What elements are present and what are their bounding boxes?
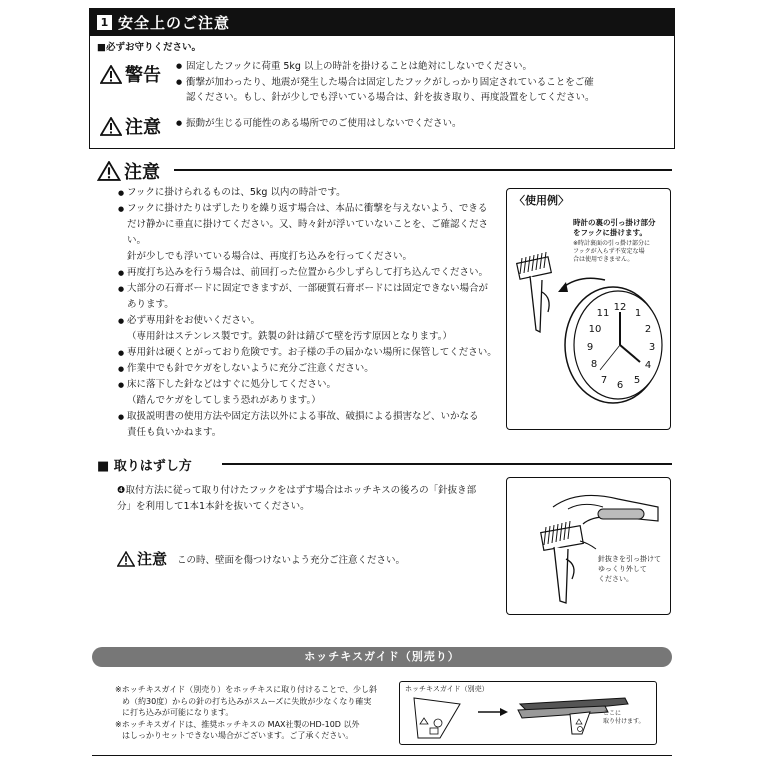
- removal-illustration: [508, 479, 668, 611]
- list-item: （専用針はステンレス製です。鉄製の針は錆びて壁を汚す原因となります。）: [127, 331, 453, 342]
- usage-note-bold: 時計の裏の引っ掛け部分 をフックに掛けます。: [573, 218, 656, 237]
- list-item: ● 専用針は硬くとがっており危険です。お子様の手の届かない場所に保管してください。: [118, 347, 497, 358]
- svg-text:11: 11: [596, 308, 610, 319]
- svg-text:12: 12: [613, 302, 627, 313]
- svg-text:1: 1: [634, 308, 642, 319]
- removal-rule: [222, 463, 672, 465]
- caution-label: 注意: [125, 117, 161, 138]
- heading-rule: [174, 169, 672, 171]
- svg-text:6: 6: [616, 380, 624, 391]
- list-item: ● 取扱説明書の使用方法や固定方法以外による事故、破損による損害など、いかなる: [118, 411, 479, 422]
- usage-note-small: ※時計裏面の引っ掛け部分に フックが入らず不安定な場 合は使用できません。: [573, 240, 651, 263]
- list-item: 責任も負いかねます。: [127, 427, 222, 438]
- list-item: ● 大部分の石膏ボードに固定できますが、一部硬質石膏ボードには固定できない場合が: [118, 283, 489, 294]
- svg-text:3: 3: [648, 342, 656, 353]
- list-item: ● 床に落下した針などはすぐに処分してください。: [118, 379, 337, 390]
- list-item: あります。: [127, 299, 174, 310]
- must-keep-text: ■必ずお守りください。: [97, 42, 201, 53]
- hook-icon: [517, 252, 552, 332]
- list-item: だけ静かに垂直に掛けてください。又、時々針が浮いていないことを、ご確認ください。: [127, 219, 489, 246]
- removal-caution: [117, 548, 405, 569]
- list-item: 針が少しでも浮いている場合は、再度打ち込みを行ってください。: [127, 251, 413, 262]
- usage-example-title: 〈使用例〉: [514, 194, 569, 207]
- caution-list: [118, 185, 503, 441]
- caution-label-group: [100, 113, 161, 139]
- section-header: [89, 8, 675, 36]
- section-number: 1: [97, 15, 112, 30]
- svg-text:5: 5: [633, 375, 641, 386]
- warning-item: ● 固定したフックに荷重 5kg 以上の時計を掛けることは絶対にしないでください。: [176, 61, 532, 72]
- svg-text:7: 7: [600, 375, 608, 386]
- warning-item: 認ください。もし、針が少しでも浮いている場合は、針を抜き取り、再度設置をしてください。: [186, 92, 595, 103]
- svg-text:9: 9: [586, 342, 594, 353]
- svg-text:2: 2: [644, 324, 652, 335]
- caution-item: ● 振動が生じる可能性のある場所でのご使用はしないでください。: [176, 118, 462, 129]
- caution-triangle-icon: [100, 117, 122, 136]
- list-item: ● 必ず専用針をお使いください。: [118, 315, 261, 326]
- warning-label-group: [100, 61, 161, 87]
- list-item: ● フックに掛けられるものは、5kg 以内の時計です。: [118, 187, 346, 198]
- clock-icon: [565, 287, 662, 403]
- caution-triangle-icon: [97, 161, 121, 181]
- clock-hook-illustration: [510, 240, 668, 426]
- guide-text: ※ホッチキスガイド（別売り）をホッチキスに取り付けることで、少し斜 め（約30度）からの針の打ち込みがスムーズに失敗が少なくなり確実 に打ち込みが可能になります。 ※ホッチキスガイドは、推奨ホッチキスの MAX社製のHD-10D 以外 はしっかりセットできない場合がございます。ご了承ください。: [115, 685, 377, 740]
- list-item: ● 作業中でも針でケガをしないように充分ご注意ください。: [118, 363, 374, 374]
- list-item: ● 再度打ち込みを行う場合は、前回打った位置から少しずらして打ち込んでください。: [118, 267, 489, 278]
- caution-heading: [97, 158, 160, 184]
- list-item: （踏んでケガをしてしまう恐れがあります。）: [127, 395, 321, 406]
- removal-caution-text: この時、壁面を傷つけないよう充分ご注意ください。: [177, 554, 406, 566]
- section-title: 安全上のご注意: [118, 13, 231, 32]
- list-item: ● フックに掛けたりはずしたりを繰り返す場合は、本品に衝撃を与えないよう、できる: [118, 203, 488, 214]
- warning-item: ● 衝撃が加わったり、地震が発生した場合は固定したフックがしっかり固定されていることをご確: [176, 76, 594, 88]
- removal-illus-note: 針抜きを引っ掛けて ゆっくり外して ください。: [598, 555, 661, 583]
- guide-box-note: ここに 取り付けます。: [603, 710, 645, 725]
- svg-text:10: 10: [588, 324, 602, 335]
- caution-heading-label: 注意: [124, 162, 160, 183]
- removal-caution-label: 注意: [137, 550, 168, 568]
- removal-title: ■ 取りはずし方: [97, 459, 192, 474]
- removal-step: ❹取付方法に従って取り付けたフックをはずす場合はホッチキスの後ろの「針抜き部 分」を利用して1本1本針を抜いてください。: [117, 485, 477, 512]
- bottom-rule: [92, 755, 672, 756]
- guide-box-title: ホッチキスガイド（別売）: [405, 685, 489, 693]
- caution-triangle-icon: [117, 551, 135, 567]
- warning-list: [176, 59, 671, 106]
- warning-label: 警告: [125, 65, 161, 86]
- svg-text:8: 8: [590, 359, 598, 370]
- guide-title-bar: ホッチキスガイド（別売り）: [92, 647, 672, 667]
- svg-text:4: 4: [644, 360, 652, 371]
- warning-triangle-icon: [100, 65, 122, 84]
